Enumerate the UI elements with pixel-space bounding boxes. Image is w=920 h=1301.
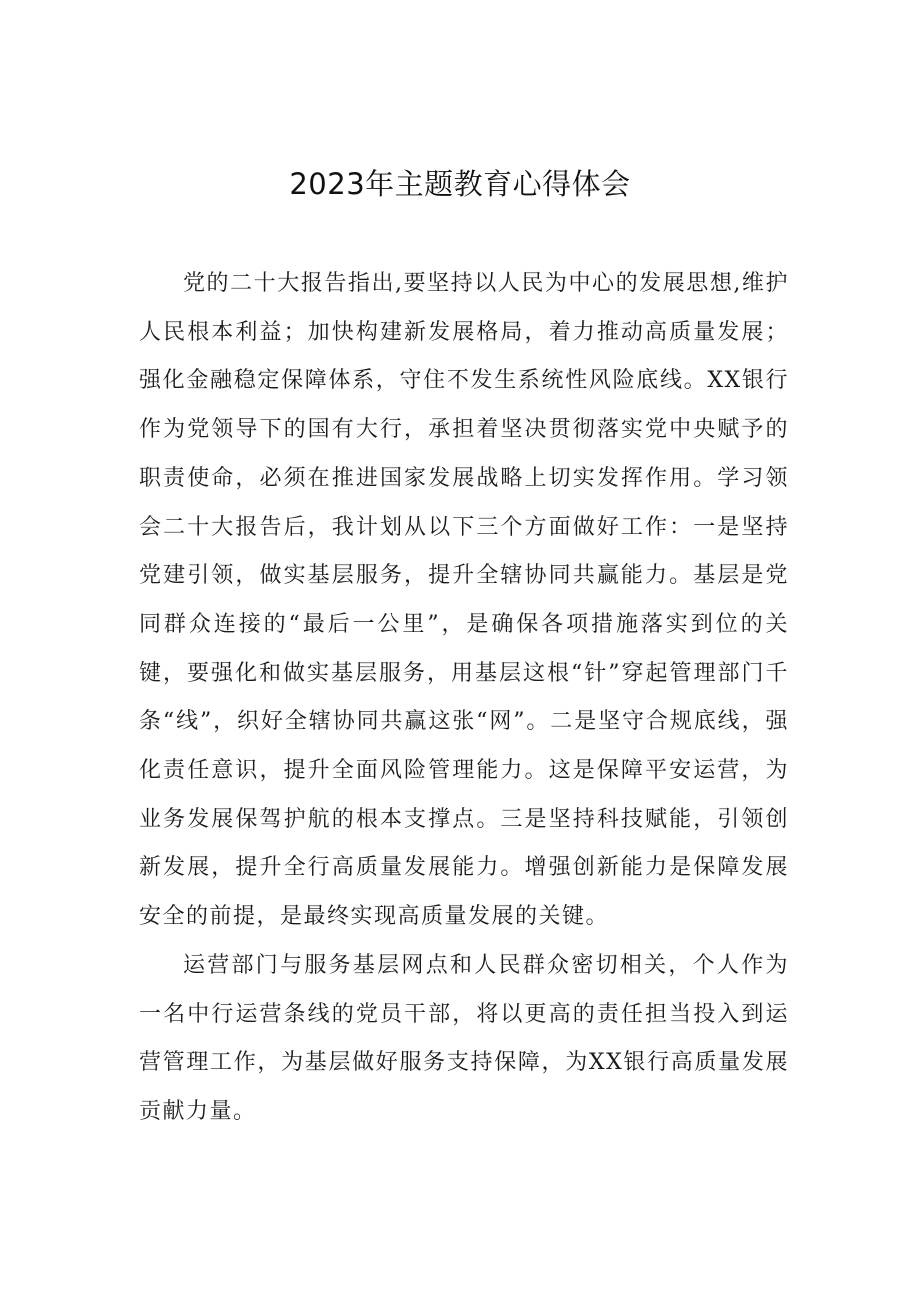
document-title: 2023年主题教育心得体会: [289, 167, 631, 201]
document-body: [139, 260, 789, 1137]
paragraph-1: 党的二十大报告指出,要坚持以人民为中心的发展思想,维护人民根本利益；加快构建新发展格局，着力推动高质量发展；强化金融稳定保障体系，守住不发生系统性风险底线。XX银行作为党领导下的国有大行，承担着坚决贯彻落实党中央赋予的职责使命，必须在推进国家发展战略上切实发挥作用。学习领会二十大报告后，我计划从以下三个方面做好工作：一是坚持党建引领，做实基层服务，提升全辖协同共赢能力。基层是党同群众连接的“最后一公里”，是确保各项措施落实到位的关键，要强化和做实基层服务，用基层这根“针”穿起管理部门千条“线”，织好全辖协同共赢这张“网”。二是坚守合规底线，强化责任意识，提升全面风险管理能力。这是保障平安运营，为业务发展保驾护航的根本支撑点。三是坚持科技赋能，引领创新发展，提升全行高质量发展能力。增强创新能力是保障发展安全的前提，是最终实现高质量发展的关键。: [139, 271, 789, 930]
paragraph-2: 运营部门与服务基层网点和人民群众密切相关，个人作为一名中行运营条线的党员干部，将以更高的责任担当投入到运营管理工作，为基层做好服务支持保障，为XX银行高质量发展贡献力量。: [139, 952, 789, 1124]
